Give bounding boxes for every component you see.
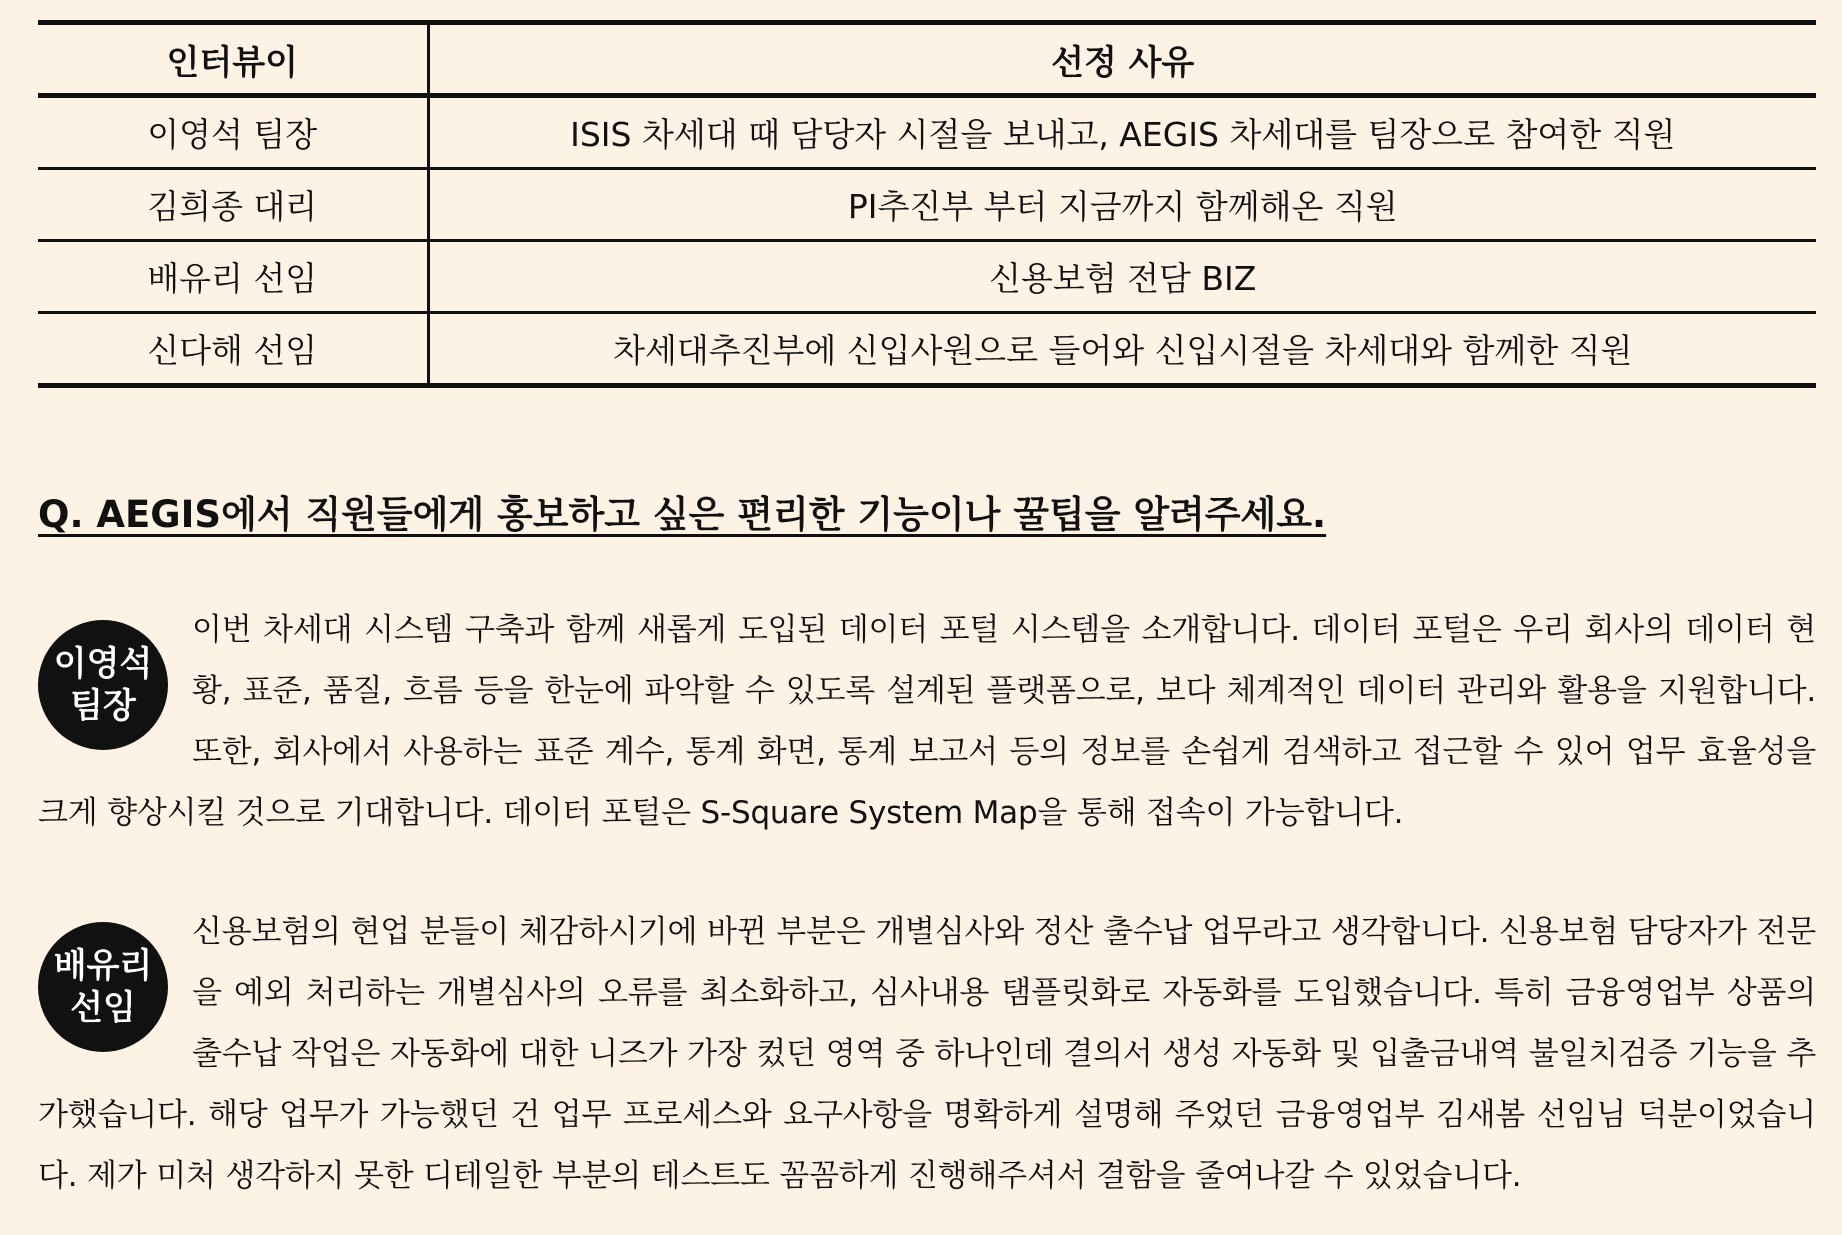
table-row	[38, 241, 1816, 313]
answer-text: 신용보험의 현업 분들이 체감하시기에 바뀐 부분은 개별심사와 정산 출수납 업무라고 생각합니다. 신용보험 담당자가 전문을 예외 처리하는 개별심사의 오류를 최소화하고, 심사내용 탬플릿화로 자동화를 도입했습니다. 특히 금융영업부 상품의 출수납 작업은 자동화에 대한 니즈가 가장 컸던 영역 중 하나인데 결의서 생성 자동화 및 입출금내역 불일치검증 기능을 추가했습니다. 해당 업무가 가능했던 건 업무 프로세스와 요구사항을 명확하게 설명해 주었던 금융영업부 김새봄 선임님 덕분이었습니다. 제가 미처 생각하지 못한 디테일한 부분의 테스트도 꼼꼼하게 진행해주셔서 결함을 줄여나갈 수 있었습니다.	[38, 914, 1816, 1194]
speaker-badge	[38, 620, 168, 750]
table-row	[38, 169, 1816, 241]
table-row	[38, 313, 1816, 386]
speaker-badge	[38, 922, 168, 1052]
interviewee-name: 배유리 선임	[38, 241, 428, 313]
speaker-title: 선임	[70, 988, 136, 1028]
answer-block	[38, 600, 1816, 844]
speaker-title: 팀장	[70, 686, 136, 726]
selection-reason: PI추진부 부터 지금까지 함께해온 직원	[428, 169, 1816, 241]
column-header-reason: 선정 사유	[428, 23, 1816, 96]
interviewee-table	[38, 20, 1816, 388]
selection-reason: 신용보험 전담 BIZ	[428, 241, 1816, 313]
question-heading: Q. AEGIS에서 직원들에게 홍보하고 싶은 편리한 기능이나 꿀팁을 알려주세요.	[38, 493, 1327, 536]
page	[38, 20, 1816, 1207]
column-header-interviewee: 인터뷰이	[38, 23, 428, 96]
speaker-name: 배유리	[53, 946, 153, 986]
speaker-name: 이영석	[53, 644, 153, 684]
interviewee-name: 김희종 대리	[38, 169, 428, 241]
table-header-row	[38, 23, 1816, 96]
selection-reason: ISIS 차세대 때 담당자 시절을 보내고, AEGIS 차세대를 팀장으로 참여한 직원	[428, 96, 1816, 169]
answer-block	[38, 902, 1816, 1207]
interviewee-name: 신다해 선임	[38, 313, 428, 386]
table-row	[38, 96, 1816, 169]
answer-text: 이번 차세대 시스템 구축과 함께 새롭게 도입된 데이터 포털 시스템을 소개합니다. 데이터 포털은 우리 회사의 데이터 현황, 표준, 품질, 흐름 등을 한눈에 파악할 수 있도록 설계된 플랫폼으로, 보다 체계적인 데이터 관리와 활용을 지원합니다. 또한, 회사에서 사용하는 표준 계수, 통계 화면, 통계 보고서 등의 정보를 손쉽게 검색하고 접근할 수 있어 업무 효율성을 크게 향상시킬 것으로 기대합니다. 데이터 포털은 S-Square System Map을 통해 접속이 가능합니다.	[38, 612, 1816, 831]
selection-reason: 차세대추진부에 신입사원으로 들어와 신입시절을 차세대와 함께한 직원	[428, 313, 1816, 386]
interviewee-name: 이영석 팀장	[38, 96, 428, 169]
